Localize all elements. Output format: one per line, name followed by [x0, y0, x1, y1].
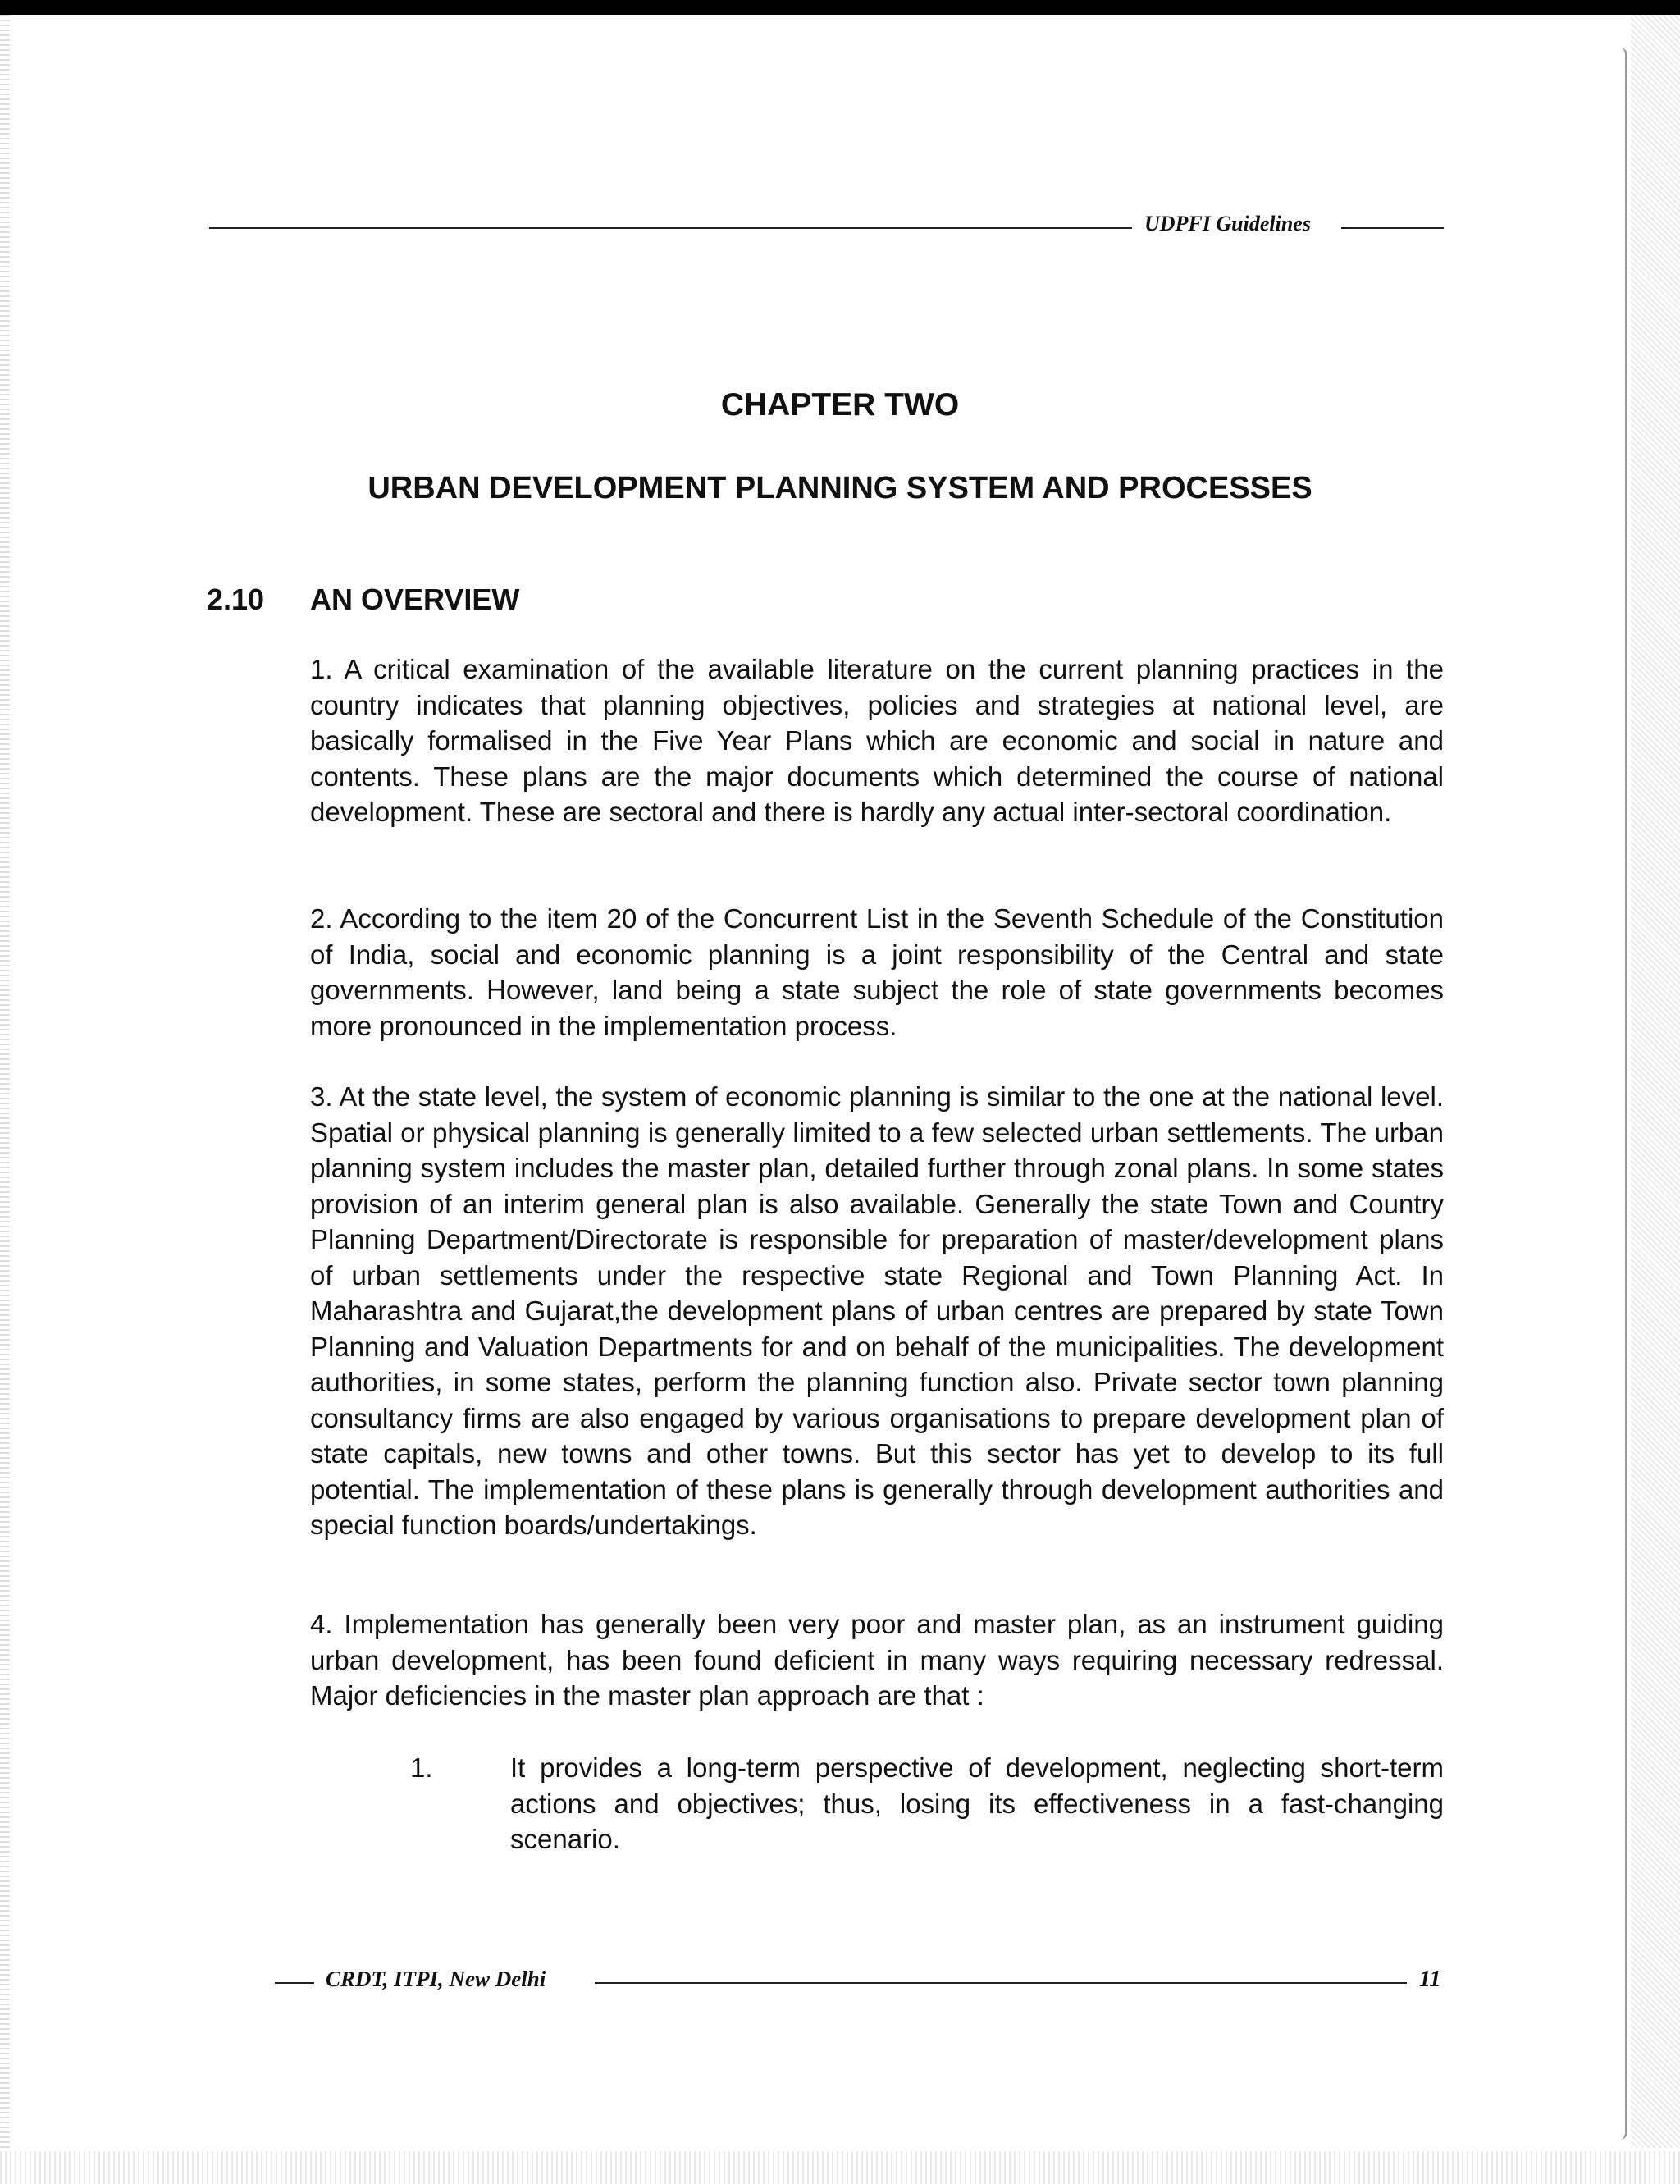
- running-footer: [275, 1965, 1444, 1998]
- scan-border-bottom: [0, 2151, 1680, 2184]
- scan-border-top: [0, 0, 1680, 15]
- paragraph-2: 2. According to the item 20 of the Concurrent List in the Seventh Schedule of the Constitution of India, social and economic planning is a joint responsibility of the Central and state governments. However, land being a state subject the role of state governments becomes more pronounced in the implementation process.: [310, 903, 1444, 1041]
- scan-border-right: [1631, 15, 1680, 2148]
- footer-rule-right: [595, 1982, 1407, 1984]
- section-title: AN OVERVIEW: [310, 583, 520, 616]
- paragraph-1: 1. A critical examination of the available literature on the current planning practices in the country indicates that planning objectives, policies and strategies at national level, are basically formalised in the Five Year Plans which are economic and social in nature and contents. These plans are the major documents which determined the course of national development. These are sectoral and there is hardly any actual inter-sectoral coordination.: [310, 654, 1444, 827]
- footer-rule-left: [275, 1982, 314, 1984]
- section-number: 2.10: [207, 583, 265, 616]
- list-item-number: 1.: [410, 1752, 433, 1783]
- page-edge: [1620, 48, 1628, 2140]
- running-header: [209, 210, 1444, 243]
- list-item-text: It provides a long-term perspective of development, neglecting short-term actions and objectives; thus, losing its effectiveness in a fast-changing scenario.: [510, 1752, 1444, 1854]
- paragraph-4: 4. Implementation has generally been very poor and master plan, as an instrument guiding urban development, has been found deficient in many ways requiring necessary redressal. Major deficiencies in the master plan approach are that :: [310, 1609, 1444, 1711]
- chapter-subtitle: URBAN DEVELOPMENT PLANNING SYSTEM AND PROCESSES: [368, 471, 1312, 505]
- scan-border-left: [0, 15, 10, 2148]
- header-rule-right: [1341, 227, 1444, 229]
- header-rule-left: [209, 227, 1132, 229]
- page-number: 11: [1419, 1967, 1441, 1992]
- running-title: UDPFI Guidelines: [1144, 212, 1311, 235]
- footer-organization: CRDT, ITPI, New Delhi: [326, 1967, 546, 1991]
- chapter-title: CHAPTER TWO: [720, 387, 960, 423]
- paragraph-3: 3. At the state level, the system of economic planning is similar to the one at the national level. Spatial or physical planning is generally limited to a few selected urban settlements. The urban planning system includes the master plan, detailed further through zonal plans. In some states provision of an interim general plan is also available. Generally the state Town and Country Planning Department/Directorate is responsible for preparation of master/development plans of urban settlements under the respective state Regional and Town Planning Act. In Maharashtra and Gujarat,the development plans of urban centres are prepared by state Town Planning and Valuation Departments for and on behalf of the municipalities. The development authorities, in some states, perform the planning function also. Private sector town planning consultancy firms are also engaged by various organisations to prepare development plan of state capitals, new towns and other towns. But this sector has yet to develop to its full potential. The implementation of these plans is generally through development authorities and special function boards/undertakings.: [310, 1081, 1444, 1540]
